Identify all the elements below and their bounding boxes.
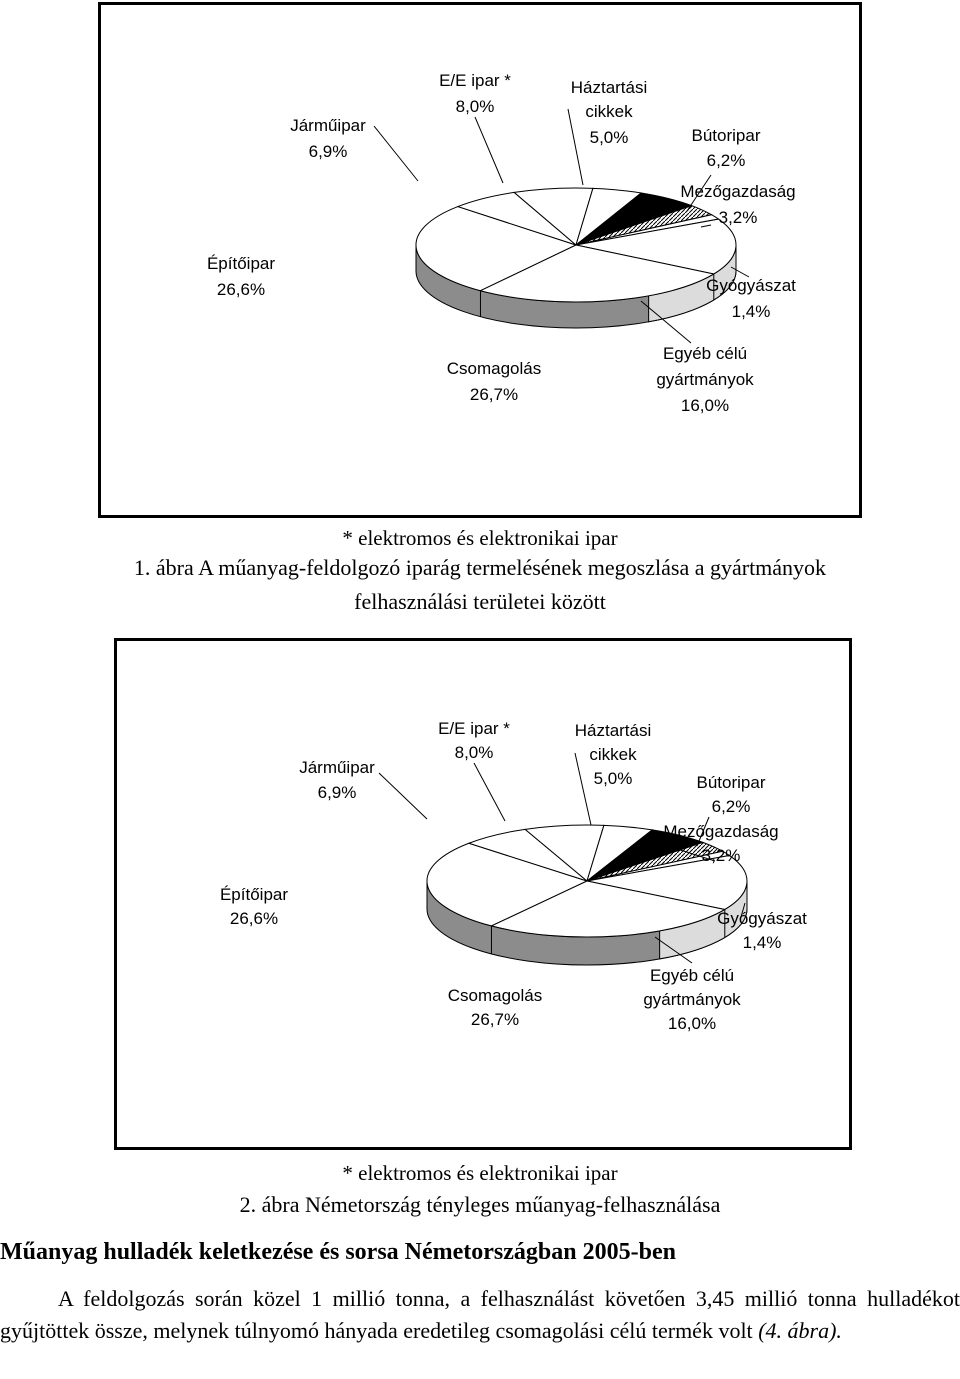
label-egyeb-line1: Egyéb célú xyxy=(649,966,735,985)
leader-line xyxy=(568,109,583,185)
figure1-caption-line1: 1. ábra A műanyag-feldolgozó iparág termelésének megoszlása a gyártmányok xyxy=(133,555,827,580)
label-ee-value: 8,0% xyxy=(454,743,494,762)
chart-frame-1 xyxy=(98,2,862,518)
label-ee-name: E/E ipar * xyxy=(439,71,511,90)
label-haztartasi-value: 5,0% xyxy=(589,128,629,147)
label-mezogazdasag-name: Mezőgazdaság xyxy=(663,822,779,841)
label-butoripar-name: Bútoripar xyxy=(691,126,761,145)
label-mezogazdasag-name: Mezőgazdaság xyxy=(680,182,796,201)
label-haztartasi-line2: cikkek xyxy=(585,102,633,121)
label-haztartasi-line1: Háztartási xyxy=(574,721,652,740)
section-heading: Műanyag hulladék keletkezése és sorsa Németországban 2005-ben xyxy=(0,1239,676,1265)
label-jarmuipar-name: Járműipar xyxy=(299,758,375,777)
label-csomagolas-value: 26,7% xyxy=(469,385,519,404)
label-jarmuipar-value: 6,9% xyxy=(317,783,357,802)
label-egyeb-line2: gyártmányok xyxy=(643,990,741,1009)
label-ee-name: E/E ipar * xyxy=(438,719,510,738)
label-egyeb-line1: Egyéb célú xyxy=(662,344,748,363)
figure1-caption-line2: felhasználási területei között xyxy=(354,589,606,614)
label-ee-value: 8,0% xyxy=(455,97,495,116)
label-gyogyaszat-name: Gyógyászat xyxy=(706,276,796,295)
label-csomagolas-value: 26,7% xyxy=(470,1010,520,1029)
paragraph-text: A feldolgozás során közel 1 millió tonna, a felhasználást követően 3,45 millió tonna hulladékot gyűjtöttek össze, melynek túlnyomó hányada eredetileg csomagolási célú termék volt xyxy=(0,1286,960,1343)
label-csomagolas-name: Csomagolás xyxy=(447,986,543,1005)
label-haztartasi-line1: Háztartási xyxy=(570,78,648,97)
leader-line xyxy=(379,773,427,819)
label-haztartasi-line2: cikkek xyxy=(589,745,637,764)
label-epitoipar-name: Építőipar xyxy=(206,254,276,273)
figure2-caption: 2. ábra Németország tényleges műanyag-felhasználása xyxy=(239,1192,721,1217)
figure-reference: (4. ábra). xyxy=(758,1318,842,1343)
pie-chart-2 xyxy=(117,641,849,1147)
label-csomagolas-name: Csomagolás xyxy=(446,359,542,378)
label-gyogyaszat-name: Gyógyászat xyxy=(717,909,807,928)
figure2-footnote: * elektromos és elektronikai ipar xyxy=(342,1161,618,1185)
label-butoripar-value: 6,2% xyxy=(706,151,746,170)
label-egyeb-value: 16,0% xyxy=(667,1014,717,1033)
label-gyogyaszat-value: 1,4% xyxy=(742,933,782,952)
figure1-footnote: * elektromos és elektronikai ipar xyxy=(342,526,618,550)
leader-line xyxy=(374,126,418,181)
label-mezogazdasag-value: 3,2% xyxy=(701,846,741,865)
label-egyeb-line2: gyártmányok xyxy=(656,370,754,389)
leader-line xyxy=(475,117,503,183)
label-mezogazdasag-value: 3,2% xyxy=(718,208,758,227)
pie-chart-1 xyxy=(101,5,859,515)
label-haztartasi-value: 5,0% xyxy=(593,769,633,788)
leader-line xyxy=(474,763,505,821)
label-gyogyaszat-value: 1,4% xyxy=(731,302,771,321)
label-butoripar-value: 6,2% xyxy=(711,797,751,816)
label-butoripar-name: Bútoripar xyxy=(696,773,766,792)
label-epitoipar-value: 26,6% xyxy=(216,280,266,299)
label-jarmuipar-name: Járműipar xyxy=(290,116,366,135)
label-epitoipar-value: 26,6% xyxy=(229,909,279,928)
chart-frame-2 xyxy=(114,638,852,1150)
label-epitoipar-name: Építőipar xyxy=(219,885,289,904)
section-paragraph xyxy=(0,1283,960,1347)
label-egyeb-value: 16,0% xyxy=(680,396,730,415)
label-jarmuipar-value: 6,9% xyxy=(308,142,348,161)
